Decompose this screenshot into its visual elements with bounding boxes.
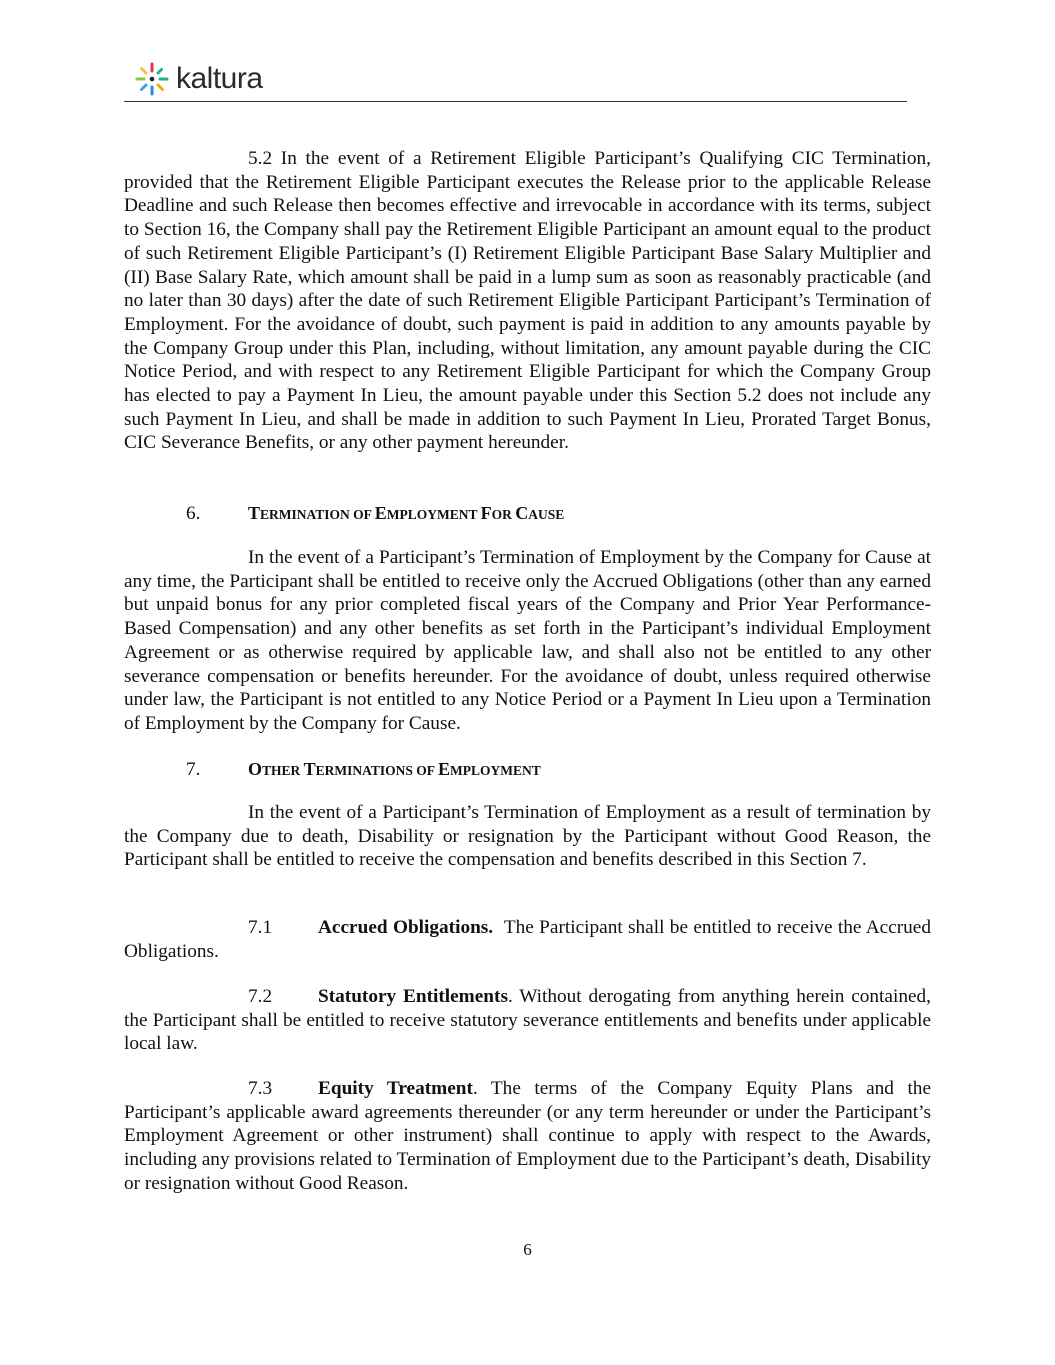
section-6-text: In the event of a Participant’s Termination of Employment by the Company for Cause at any time, the Participant shall be entitled to receive only the Accrued Obligations (other than any earned but unpaid bonus for any prior completed fiscal years of the Company and Prior Year Performance-Based Compensation) and any other benefits as set forth in the Participant’s individual Employment Agreement or as otherwise required by applicable law, and shall also not be entitled to any other severance compensation or benefits hereunder. For the avoidance of doubt, unless required otherwise under law, the Participant is not entitled to any Notice Period or a Payment In Lieu upon a Termination of Employment by the Company for Cause.: [124, 547, 931, 734]
section-7-heading: [186, 757, 541, 783]
section-7-2: [124, 985, 931, 1056]
kaltura-logo: [134, 60, 263, 98]
section-7-body: [124, 801, 931, 872]
page-number: 6: [523, 1240, 532, 1259]
section-7-1-number: 7.1: [248, 917, 273, 938]
page-header: [124, 58, 907, 102]
section-7-3-title: Equity Treatment: [318, 1078, 473, 1099]
section-7-title: OTHER TERMINATIONS OF EMPLOYMENT: [248, 759, 541, 779]
section-7-2-number: 7.2: [248, 986, 273, 1007]
section-6-title: TERMINATION OF EMPLOYMENT FOR CAUSE: [248, 503, 565, 523]
section-5-2: [124, 147, 931, 455]
section-6-body: [124, 546, 931, 736]
section-7-text: In the event of a Participant’s Termination of Employment as a result of termination by the Company due to death, Disability or resignation by the Participant without Good Reason, the Participant shall be entitled to receive the compensation and benefits described in this Section 7.: [124, 802, 931, 871]
section-7-2-text: . Without derogating from anything herein contained, the Participant shall be entitled to receive statutory severance entitlements and benefits under applicable local law.: [124, 986, 931, 1055]
section-7-1-title: Accrued Obligations.: [318, 917, 494, 938]
section-7-2-title: Statutory Entitlements: [318, 986, 508, 1007]
section-5-2-text: 5.2 In the event of a Retirement Eligible Participant’s Qualifying CIC Termination, provided that the Retirement Eligible Participant executes the Release prior to the applicable Release Deadline and such Release then becomes effective and irrevocable in accordance with its terms, subject to Section 16, the Company shall pay the Retirement Eligible Participant an amount equal to the product of such Retirement Eligible Participant’s (I) Retirement Eligible Participant Base Salary Multiplier and (II) Base Salary Rate, which amount shall be paid in a lump sum as soon as reasonably practicable (and no later than 30 days) after the date of such Retirement Eligible Participant Participant’s Termination of Employment. For the avoidance of doubt, such payment is paid in addition to any amounts payable by the Company Group under this Plan, including, without limitation, any amount payable during the CIC Notice Period, and with respect to any Retirement Eligible Participant for which the Company Group has elected to pay a Payment In Lieu, the amount payable under this Section 5.2 does not include any such Payment In Lieu, and shall be made in addition to such Payment In Lieu, Prorated Target Bonus, CIC Severance Benefits, or any other payment hereunder.: [124, 148, 931, 454]
section-7-3-number: 7.3: [248, 1078, 273, 1099]
kaltura-starburst-icon: [134, 61, 170, 97]
section-7-3-text: . The terms of the Company Equity Plans and the Participant’s applicable award agreements thereunder (or any term hereunder or under the Participant’s Employment Agreement or other instrument) shall continue to apply with respect to the Awards, including any provisions related to Termination of Employment due to the Participant’s death, Disability or resignation without Good Reason.: [124, 1078, 932, 1194]
logo-wordmark: kaltura: [176, 62, 263, 95]
section-6-number: 6.: [186, 503, 201, 524]
section-7-number: 7.: [186, 759, 201, 780]
section-7-3: [124, 1077, 931, 1196]
section-6-heading: [186, 501, 564, 527]
section-7-1-text: The Participant shall be entitled to receive the Accrued Obligations.: [124, 917, 932, 962]
section-7-1: [124, 916, 931, 963]
